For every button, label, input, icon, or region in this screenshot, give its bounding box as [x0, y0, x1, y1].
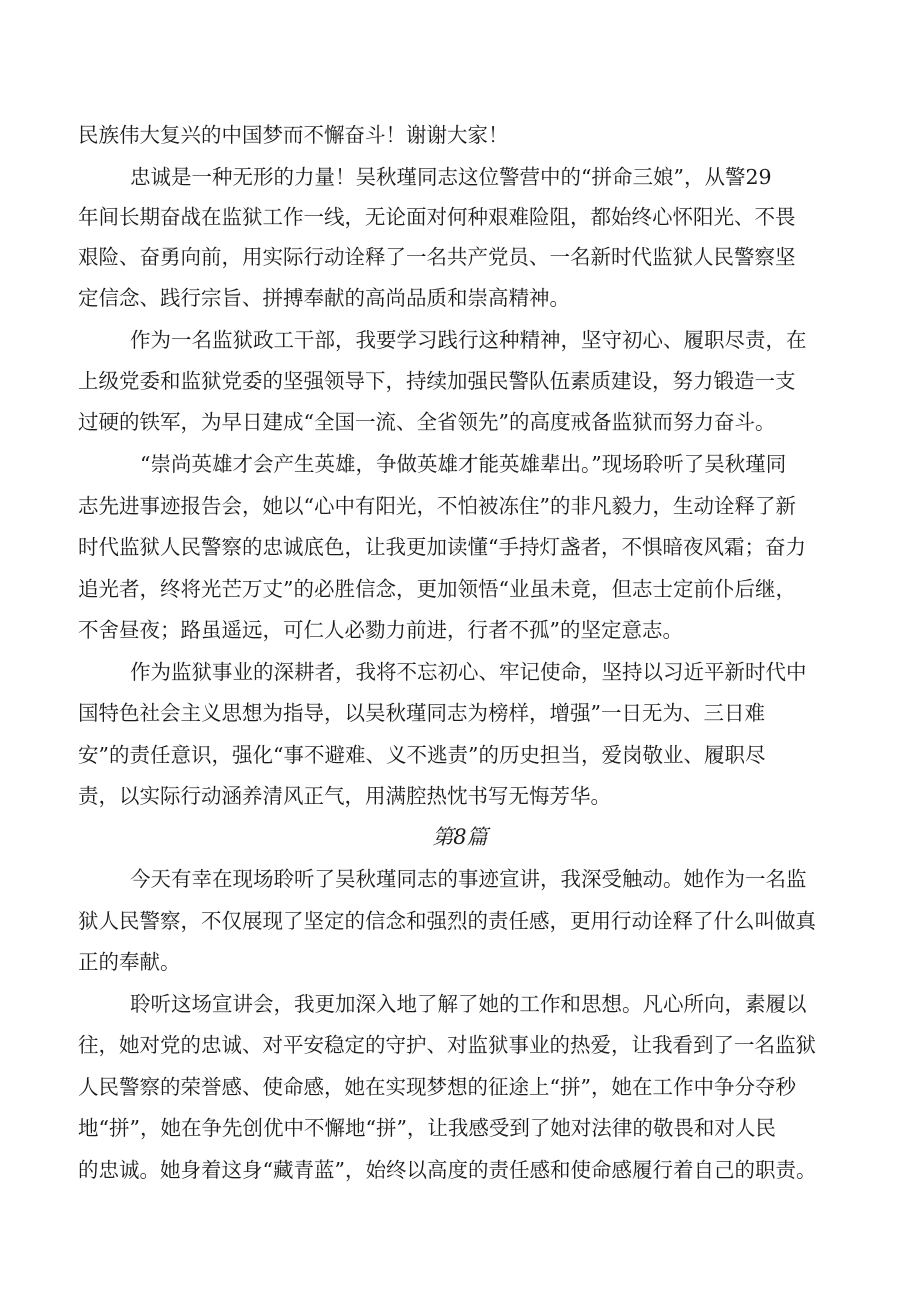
text-line: 责，以实际行动涵养清风正气，用满腔热忱书写无悔芳华。	[78, 784, 611, 808]
text-line: 过硬的铁军，为早日建成“全国一流、全省领先”的高度戒备监狱而努力奋斗。	[78, 410, 776, 434]
text-line: 不舍昼夜；路虽遥远，可仁人必勠力前进，行者不孤”的坚定意志。	[78, 618, 683, 642]
section-heading: 第8篇	[432, 825, 488, 849]
text-line: 安”的责任意识，强化“事不避难、义不逃责”的历史担当，爱岗敬业、履职尽	[78, 743, 766, 767]
text-line: “崇尚英雄才会产生英雄，争做英雄才能英雄辈出。”现场聆听了吴秋瑾同	[140, 452, 787, 476]
text-line: 忠诚是一种无形的力量！吴秋瑾同志这位警营中的“拼命三娘”，从警29	[130, 165, 772, 189]
text-line: 今天有幸在现场聆听了吴秋瑾同志的事迹宣讲，我深受触动。她作为一名监	[130, 867, 807, 891]
text-line: 作为监狱事业的深耕者，我将不忘初心、牢记使命，坚持以习近平新时代中	[130, 660, 807, 684]
text-line: 时代监狱人民警察的忠诚底色，让我更加读懂“手持灯盏者，不惧暗夜风霜；奋力	[78, 535, 806, 559]
text-line: 人民警察的荣誉感、使命感，她在实现梦想的征途上“拼”，她在工作中争分夺秒	[78, 1075, 796, 1099]
text-line: 作为一名监狱政工干部，我要学习践行这种精神，坚守初心、履职尽责，在	[130, 328, 807, 352]
text-line: 年间长期奋战在监狱工作一线，无论面对何种艰难险阻，都始终心怀阳光、不畏	[78, 205, 796, 229]
text-line: 定信念、践行宗旨、拼搏奉献的高尚品质和崇高精神。	[78, 286, 570, 310]
text-line: 追光者，终将光芒万丈”的必胜信念，更加领悟“业虽未竟，但志士定前仆后继，	[78, 577, 796, 601]
text-line: 聆听这场宣讲会，我更加深入地了解了她的工作和思想。凡心所向，素履以	[130, 992, 807, 1016]
text-line: 上级党委和监狱党委的坚强领导下，持续加强民警队伍素质建设，努力锻造一支	[78, 369, 796, 393]
text-line: 艰险、奋勇向前，用实际行动诠释了一名共产党员、一名新时代监狱人民警察坚	[78, 245, 796, 269]
text-line: 狱人民警察，不仅展现了坚定的信念和强烈的责任感，更用行动诠释了什么叫做真	[78, 909, 816, 933]
text-line: 正的奉献。	[78, 950, 181, 974]
text-line: 往，她对党的忠诚、对平安稳定的守护、对监狱事业的热爱，让我看到了一名监狱	[78, 1033, 816, 1057]
text-line: 志先进事迹报告会，她以“心中有阳光，不怕被冻住”的非凡毅力，生动诠释了新	[78, 494, 796, 518]
text-line: 的忠诚。她身着这身“藏青蓝”，始终以高度的责任感和使命感履行着自己的职责。	[78, 1158, 817, 1182]
text-line: 地“拼”，她在争先创优中不懈地“拼”，让我感受到了她对法律的敬畏和对人民	[78, 1116, 776, 1140]
text-line: 民族伟大复兴的中国梦而不懈奋斗！谢谢大家！	[78, 123, 509, 147]
text-line: 国特色社会主义思想为指导，以吴秋瑾同志为榜样，增强”一日无为、三日难	[78, 701, 765, 725]
